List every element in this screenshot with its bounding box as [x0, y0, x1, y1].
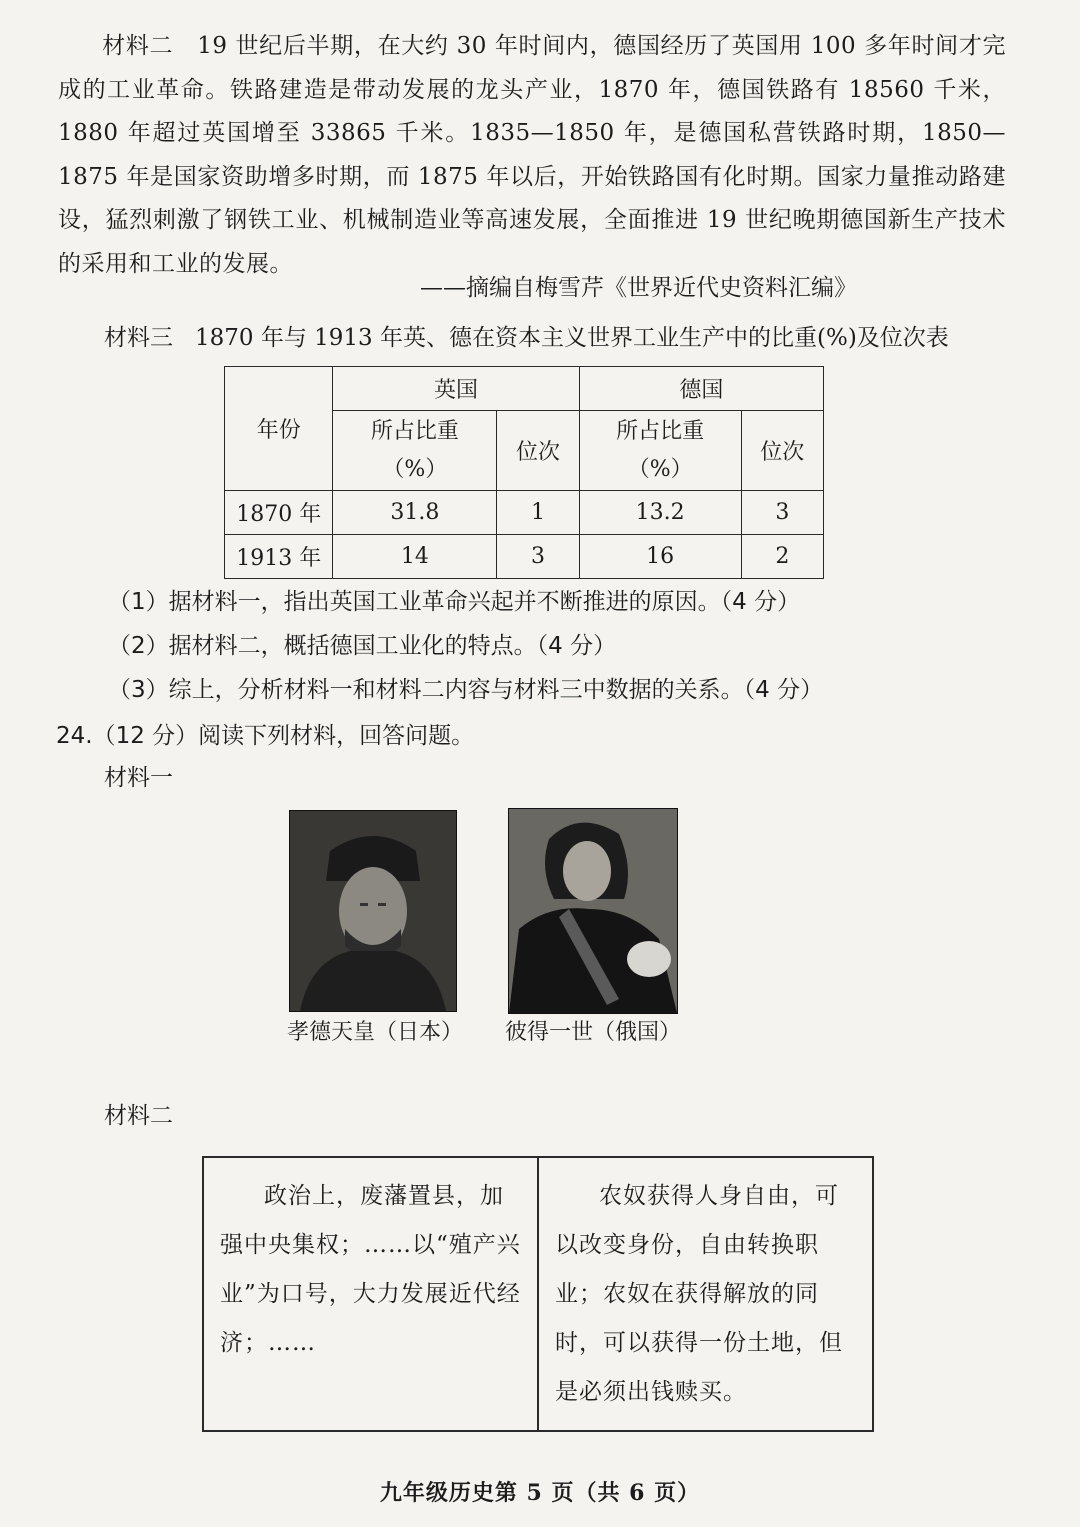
de-share-header	[579, 411, 741, 491]
table-row	[225, 491, 824, 535]
material2-source: ——摘编自梅雪芹《世界近代史资料汇编》	[420, 275, 857, 301]
row-de-share: 13.2	[579, 491, 741, 535]
row-de-rank: 2	[741, 535, 823, 579]
q24-material2-label: 材料二	[104, 1103, 173, 1129]
row-year: 1913 年	[225, 535, 333, 579]
portrait-peter-the-great-image	[509, 809, 677, 1013]
uk-share-label: 所占比重	[370, 418, 459, 444]
table-row	[225, 535, 824, 579]
portrait-emperor-kotoku	[289, 810, 457, 1012]
page-footer: 九年级历史第 5 页（共 6 页）	[379, 1480, 701, 1506]
material3-heading	[104, 318, 1004, 358]
row-uk-share: 31.8	[333, 491, 497, 535]
industrial-share-table	[224, 366, 824, 579]
caption-peter: 彼得一世（俄国）	[504, 1020, 681, 1045]
uk-rank-header: 位次	[497, 411, 579, 491]
uk-share-header	[333, 411, 497, 491]
russia-reform-cell	[537, 1158, 872, 1430]
row-year: 1870 年	[225, 491, 333, 535]
row-uk-rank: 1	[497, 491, 579, 535]
row-uk-share: 14	[333, 535, 497, 579]
portrait-emperor-kotoku-image	[290, 811, 456, 1011]
japan-reform-cell	[204, 1158, 537, 1430]
russia-reform-text: 农奴获得人身自由，可以改变身份，自由转换职业；农奴在获得解放的同时，可以获得一份土地，但是必须出钱赎买。	[555, 1183, 843, 1405]
question-2: （2）据材料二，概括德国工业化的特点。（4 分）	[108, 633, 617, 659]
uk-share-unit: （%）	[382, 456, 448, 482]
uk-header: 英国	[333, 367, 579, 411]
q24-material1-label: 材料一	[104, 765, 173, 791]
row-de-share: 16	[579, 535, 741, 579]
question-1: （1）据材料一，指出英国工业革命兴起并不断推进的原因。（4 分）	[108, 589, 801, 615]
material2-text: 19 世纪后半期，在大约 30 年时间内，德国经历了英国用 100 多年时间才完成的工业革命。铁路建造是带动发展的龙头产业，1870 年，德国铁路有 18560 千米，1880 年超过英国增至 33865 千米。1835—1850 年，是德国私营铁路时期，1850—1875 年是国家资助增多时期，而 1875 年以后，开始铁路国有化时期。国家力量推动路建设，猛烈刺激了钢铁工业、机械制造业等高速发展，全面推进 19 世纪晚期德国新生产技术的采用和工业的发展。	[58, 33, 1007, 277]
de-share-label: 所占比重	[616, 418, 705, 444]
question-24-title: 24.（12 分）阅读下列材料，回答问题。	[56, 723, 475, 749]
material3-title: 1870 年与 1913 年英、德在资本主义世界工业生产中的比重(%)及位次表	[195, 325, 949, 351]
question-3: （3）综上，分析材料一和材料二内容与材料三中数据的关系。（4 分）	[108, 677, 824, 703]
portrait-peter-the-great	[508, 808, 678, 1014]
de-header: 德国	[579, 367, 823, 411]
material2-label: 材料二	[102, 33, 174, 59]
row-uk-rank: 3	[497, 535, 579, 579]
row-de-rank: 3	[741, 491, 823, 535]
material2-paragraph	[58, 25, 1006, 286]
year-header: 年份	[225, 367, 333, 491]
material3-label: 材料三	[104, 325, 173, 351]
de-share-unit: （%）	[627, 456, 693, 482]
de-rank-header: 位次	[741, 411, 823, 491]
material2-comparison-box	[202, 1156, 874, 1432]
caption-kotoku: 孝德天皇（日本）	[286, 1020, 463, 1045]
japan-reform-text: 政治上，废藩置县，加强中央集权；……以“殖产兴业”为口号，大力发展近代经济；……	[220, 1183, 521, 1356]
